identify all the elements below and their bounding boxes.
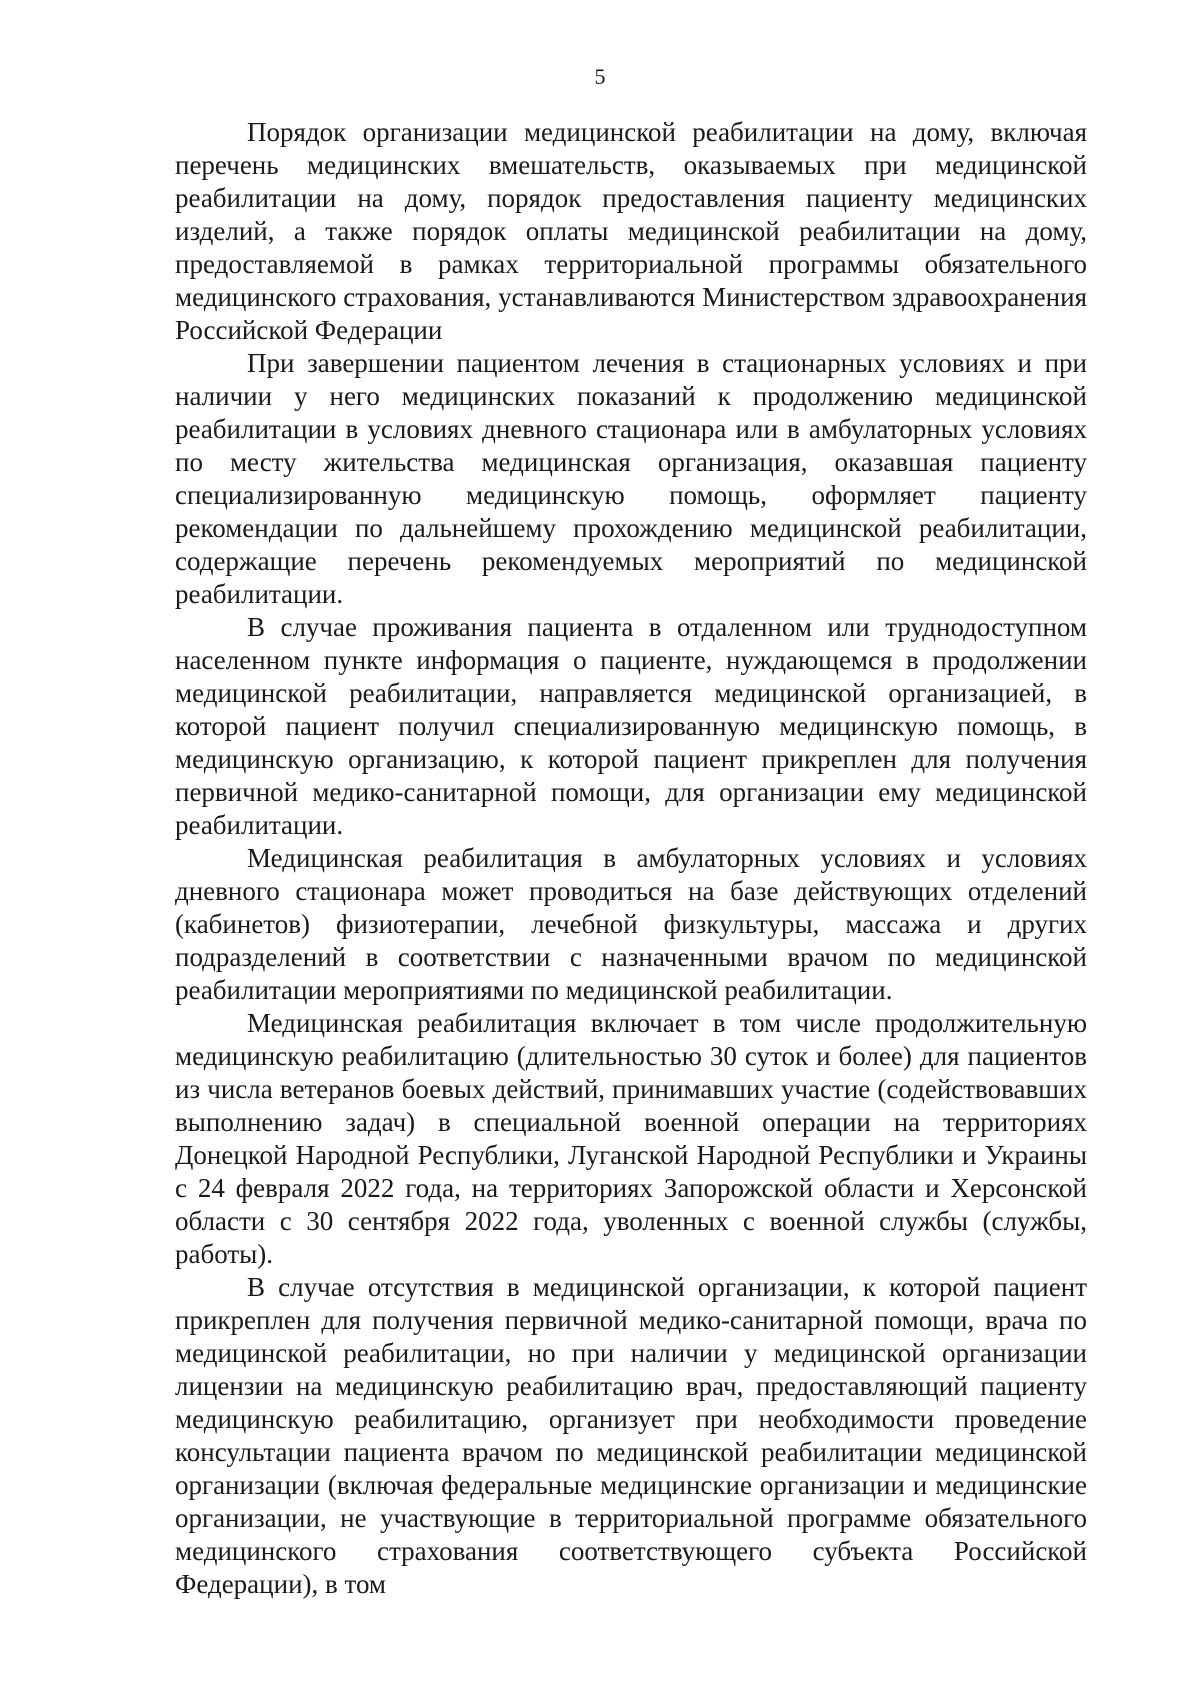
paragraph-home-rehabilitation: Порядок организации медицинской реабилитации на дому, включая перечень медицинских вмешательств, оказываемых при медицинской реабилитации на дому, порядок предоставления пациенту медицинских изделий, а также порядок оплаты медицинской реабилитации на дому, предоставляемой в рамках территориальной программы обязательного медицинского страхования, устанавливаются Министерством здравоохранения Российской Федерации — [175, 117, 1087, 345]
document-body — [175, 116, 1087, 1601]
page-number: 5 — [594, 64, 606, 89]
paragraph-outpatient-rehabilitation: Медицинская реабилитация в амбулаторных условиях и условиях дневного стационара может проводиться на базе действующих отделений (кабинетов) физиотерапии, лечебной физкультуры, массажа и других подразделений в соответствии с назначенными врачом по медицинской реабилитации мероприятиями по медицинской реабилитации. — [175, 843, 1087, 1005]
paragraph-absence-of-doctor: В случае отсутствия в медицинской организации, к которой пациент прикреплен для получения первичной медико-санитарной помощи, врача по медицинской реабилитации, но при наличии у медицинской организации лицензии на медицинскую реабилитацию врач, предоставляющий пациенту медицинскую реабилитацию, организует при необходимости проведение консультации пациента врачом по медицинской реабилитации медицинской организации (включая федеральные медицинские организации и медицинские организации, не участвующие в территориальной программе обязательного медицинского страхования соответствующего субъекта Российской Федерации), в том — [175, 1272, 1087, 1599]
paragraph-inpatient-completion: При завершении пациентом лечения в стационарных условиях и при наличии у него медицинских показаний к продолжению медицинской реабилитации в условиях дневного стационара или в амбулаторных условиях по месту жительства медицинская организация, оказавшая пациенту специализированную медицинскую помощь, оформляет пациенту рекомендации по дальнейшему прохождению медицинской реабилитации, содержащие перечень рекомендуемых мероприятий по медицинской реабилитации. — [175, 348, 1087, 609]
paragraph-remote-residence: В случае проживания пациента в отдаленном или труднодоступном населенном пункте информация о пациенте, нуждающемся в продолжении медицинской реабилитации, направляется медицинской организацией, в которой пациент получил специализированную медицинскую помощь, в медицинскую организацию, к которой пациент прикреплен для получения первичной медико-санитарной помощи, для организации ему медицинской реабилитации. — [175, 612, 1087, 840]
paragraph-veterans-rehabilitation: Медицинская реабилитация включает в том числе продолжительную медицинскую реабилитацию (длительностью 30 суток и более) для пациентов из числа ветеранов боевых действий, принимавших участие (содействовавших выполнению задач) в специальной военной операции на территориях Донецкой Народной Республики, Луганской Народной Республики и Украины с 24 февраля 2022 года, на территориях Запорожской области и Херсонской области с 30 сентября 2022 года, уволенных с военной службы (службы, работы). — [175, 1008, 1087, 1269]
